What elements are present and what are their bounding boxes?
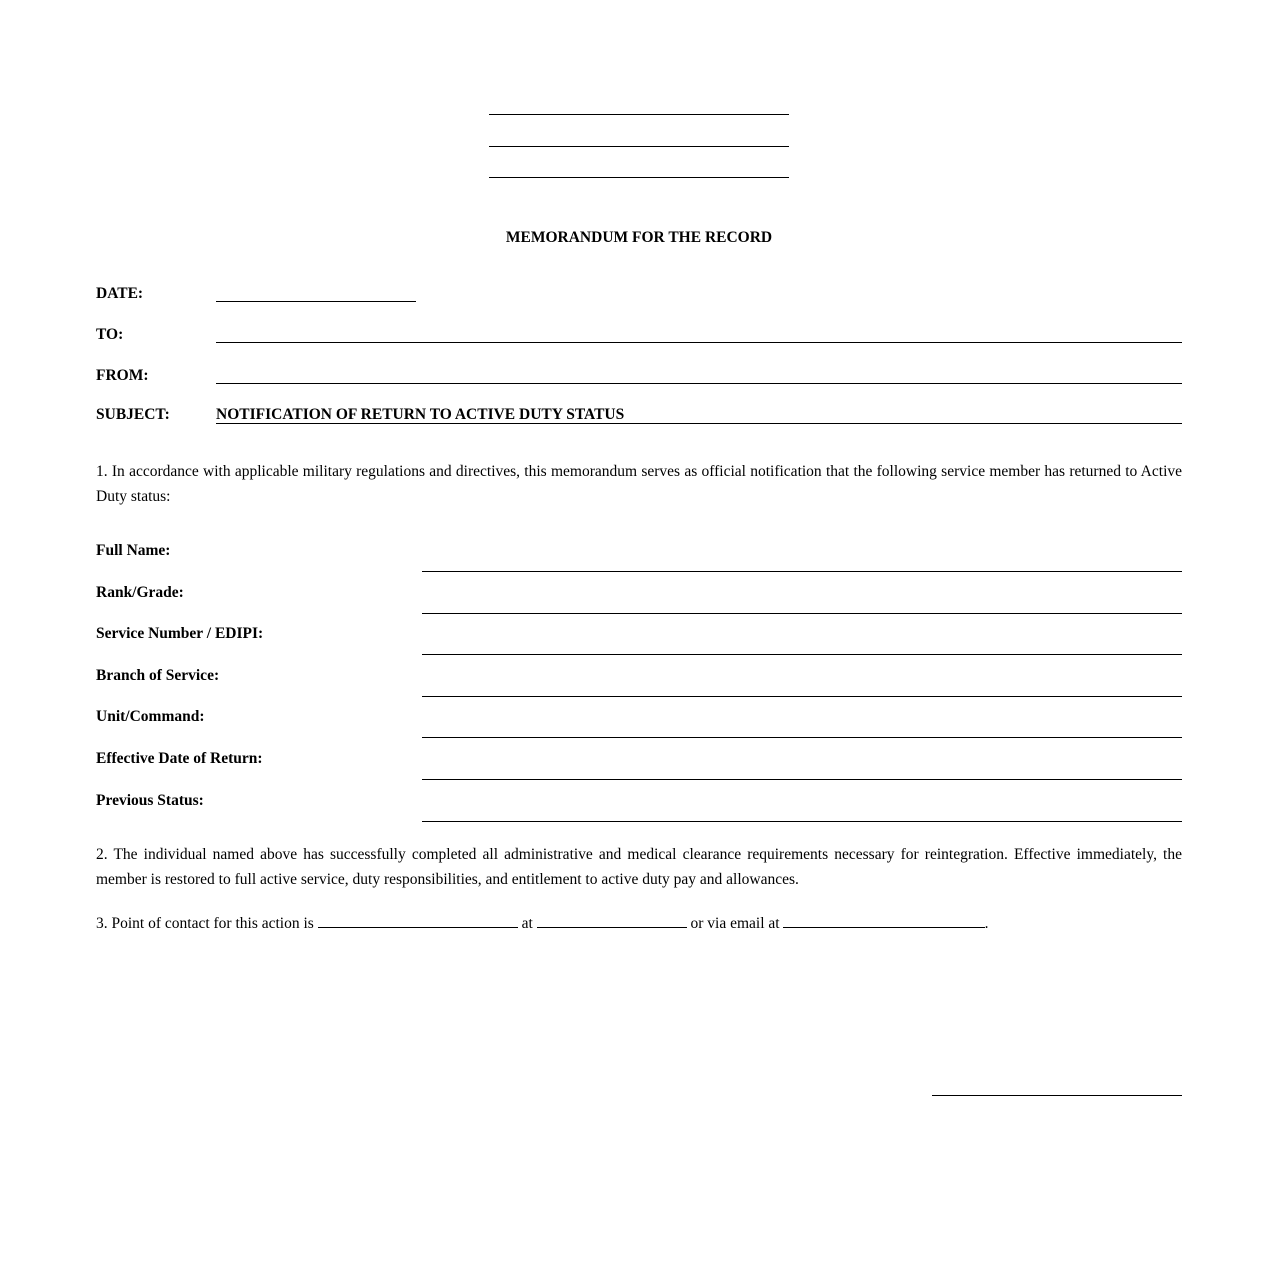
- date-field[interactable]: [216, 301, 416, 302]
- subject-label: SUBJECT:: [96, 406, 170, 423]
- from-label: FROM:: [96, 367, 149, 384]
- branch-field[interactable]: [422, 696, 1182, 697]
- signature-line[interactable]: [932, 1095, 1182, 1096]
- previous-status-label: Previous Status:: [96, 792, 204, 809]
- poc-at-text: at: [521, 915, 533, 932]
- paragraph-1: 1. In accordance with applicable military regulations and directives, this memorandum serves as official notification that the following service member has returned to Active Duty status:: [96, 463, 1182, 505]
- previous-status-field[interactable]: [422, 821, 1182, 822]
- branch-label: Branch of Service:: [96, 667, 220, 684]
- letterhead-line-3[interactable]: [489, 177, 789, 178]
- full-name-label: Full Name:: [96, 542, 171, 559]
- subject-value: NOTIFICATION OF RETURN TO ACTIVE DUTY STATUS: [216, 406, 625, 423]
- full-name-field[interactable]: [422, 571, 1182, 572]
- poc-prefix: 3. Point of contact for this action is: [96, 915, 314, 932]
- poc-end: .: [984, 915, 989, 932]
- effective-date-label: Effective Date of Return:: [96, 750, 263, 767]
- to-label: TO:: [96, 326, 124, 343]
- poc-email-field[interactable]: [783, 913, 985, 928]
- letterhead-line-2[interactable]: [489, 146, 789, 147]
- rank-grade-label: Rank/Grade:: [96, 584, 184, 601]
- memo-title: MEMORANDUM FOR THE RECORD: [505, 229, 773, 246]
- paragraph-2: 2. The individual named above has successfully completed all administrative and medical clearance requirements necessary for reintegration. Effective immediately, the member is restored to full active service, duty responsibilities, and entitlement to active duty pay and allowances.: [96, 846, 1182, 888]
- service-number-label: Service Number / EDIPI:: [96, 625, 264, 642]
- to-field[interactable]: [216, 342, 1182, 343]
- subject-field[interactable]: [216, 423, 1182, 424]
- poc-email-text: or via email at: [690, 915, 780, 932]
- effective-date-field[interactable]: [422, 779, 1182, 780]
- letterhead-line-1[interactable]: [489, 114, 789, 115]
- unit-command-label: Unit/Command:: [96, 708, 205, 725]
- date-label: DATE:: [96, 285, 144, 302]
- poc-name-field[interactable]: [318, 913, 518, 928]
- rank-grade-field[interactable]: [422, 613, 1182, 614]
- unit-command-field[interactable]: [422, 737, 1182, 738]
- paragraph-3: [96, 913, 988, 933]
- poc-phone-field[interactable]: [537, 913, 687, 928]
- service-number-field[interactable]: [422, 654, 1182, 655]
- from-field[interactable]: [216, 383, 1182, 384]
